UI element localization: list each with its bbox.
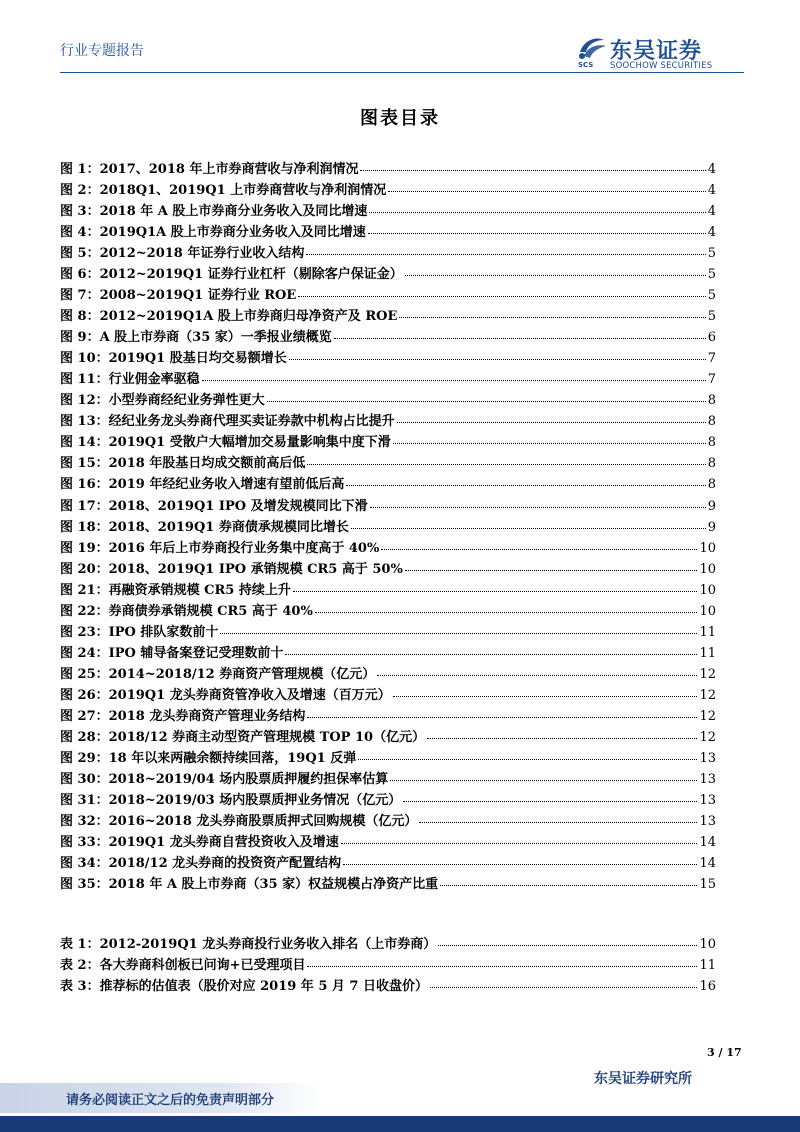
toc-entry-label: 图 10：2019Q1 股基日均交易额增长	[60, 351, 287, 367]
toc-entry-figure[interactable]	[60, 684, 716, 705]
toc-entry-table[interactable]	[60, 933, 716, 954]
toc-entry-page: 9	[707, 519, 716, 535]
toc-entry-label: 图 12：小型券商经纪业务弹性更大	[60, 393, 265, 409]
toc-entry-page: 13	[699, 813, 716, 829]
toc-entry-page: 8	[707, 456, 716, 472]
toc-entry-page: 13	[699, 750, 716, 766]
toc-entry-page: 13	[699, 771, 716, 787]
toc-leader-dots	[315, 612, 698, 613]
toc-entry-figure[interactable]	[60, 158, 716, 179]
toc-entry-figure[interactable]	[60, 873, 716, 894]
table-list	[60, 933, 716, 996]
toc-entry-figure[interactable]	[60, 831, 716, 852]
toc-entry-label: 图 4：2019Q1A 股上市券商分业务收入及同比增速	[60, 225, 366, 241]
toc-entry-figure[interactable]	[60, 410, 716, 431]
toc-entry-figure[interactable]	[60, 726, 716, 747]
toc-entry-page: 5	[707, 288, 716, 304]
toc-leader-dots	[377, 675, 697, 676]
toc-entry-label: 图 25：2014~2018/12 券商资产管理规模（亿元）	[60, 666, 376, 682]
toc-entry-figure[interactable]	[60, 326, 716, 347]
toc-leader-dots	[381, 549, 697, 550]
toc-leader-dots	[307, 717, 697, 718]
toc-leader-dots	[399, 317, 705, 318]
toc-entry-figure[interactable]	[60, 558, 716, 579]
company-logo	[574, 34, 746, 74]
toc-leader-dots	[427, 738, 697, 739]
toc-leader-dots	[202, 380, 706, 381]
report-type-label: 行业专题报告	[60, 43, 144, 59]
toc-entry-page: 8	[707, 393, 716, 409]
toc-entry-figure[interactable]	[60, 852, 716, 873]
disclaimer-note: 请务必阅读正文之后的免责声明部分	[66, 1093, 275, 1108]
toc-entry-figure[interactable]	[60, 368, 716, 389]
toc-entry-label: 图 16：2019 年经纪业务收入增速有望前低后高	[60, 477, 345, 493]
toc-entry-figure[interactable]	[60, 537, 716, 558]
toc-entry-figure[interactable]	[60, 452, 716, 473]
logo-abbr: SCS	[578, 61, 594, 69]
toc-leader-dots	[430, 987, 697, 988]
toc-entry-label: 图 13：经纪业务龙头券商代理买卖证券款中机构占比提升	[60, 414, 395, 430]
toc-entry-figure[interactable]	[60, 705, 716, 726]
toc-entry-figure[interactable]	[60, 495, 716, 516]
toc-entry-figure[interactable]	[60, 600, 716, 621]
toc-leader-dots	[267, 401, 706, 402]
logo-name-en: SOOCHOW SECURITIES	[610, 61, 713, 71]
toc-entry-label: 图 24：IPO 辅导备案登记受理数前十	[60, 645, 284, 661]
toc-entry-page: 11	[699, 645, 716, 661]
toc-entry-label: 表 3：推荐标的估值表（股价对应 2019 年 5 月 7 日收盘价）	[60, 979, 428, 995]
toc-leader-dots	[307, 966, 697, 967]
toc-entry-page: 10	[699, 582, 716, 598]
toc-entry-label: 图 7：2008~2019Q1 证券行业 ROE	[60, 288, 297, 304]
scs-logo-icon	[576, 34, 608, 62]
toc-entry-table[interactable]	[60, 954, 716, 975]
toc-entry-label: 图 15：2018 年股基日均成交额前高后低	[60, 456, 306, 472]
toc-entry-label: 图 14：2019Q1 受散户大幅增加交易量影响集中度下滑	[60, 435, 391, 451]
toc-entry-label: 图 22：券商债券承销规模 CR5 高于 40%	[60, 603, 313, 619]
page-title: 图表目录	[360, 108, 440, 129]
toc-entry-page: 7	[707, 372, 716, 388]
logo-name-cn: 东吴证券	[610, 39, 703, 64]
toc-entry-figure[interactable]	[60, 179, 716, 200]
toc-entry-label: 图 34：2018/12 龙头券商的投资资产配置结构	[60, 856, 342, 872]
toc-entry-page: 5	[707, 246, 716, 262]
toc-entry-page: 4	[707, 162, 716, 177]
toc-entry-page: 11	[699, 624, 716, 640]
toc-leader-dots	[388, 191, 706, 192]
toc-entry-figure[interactable]	[60, 473, 716, 494]
toc-leader-dots	[289, 359, 706, 360]
toc-leader-dots	[393, 696, 698, 697]
toc-entry-figure[interactable]	[60, 200, 716, 221]
toc-entry-page: 10	[699, 540, 716, 556]
toc-entry-label: 图 1：2017、2018 年上市券商营收与净利润情况	[60, 162, 359, 177]
toc-entry-label: 图 8：2012~2019Q1A 股上市券商归母净资产及 ROE	[60, 309, 398, 325]
toc-leader-dots	[351, 528, 706, 529]
toc-entry-label: 图 6：2012~2019Q1 证券行业杠杆（剔除客户保证金）	[60, 267, 403, 283]
toc-entry-label: 图 2：2018Q1、2019Q1 上市券商营收与净利润情况	[60, 183, 387, 199]
toc-entry-page: 12	[699, 666, 716, 682]
toc-entry-page: 8	[707, 477, 716, 493]
toc-entry-page: 4	[707, 204, 716, 220]
toc-leader-dots	[293, 591, 698, 592]
toc-entry-figure[interactable]	[60, 347, 716, 368]
toc-entry-label: 图 33：2019Q1 龙头券商自营投资收入及增速	[60, 835, 339, 850]
toc-entry-page: 8	[707, 435, 716, 451]
toc-entry-table[interactable]	[60, 975, 716, 996]
toc-entry-page: 7	[707, 351, 716, 367]
toc-entry-label: 图 29：18 年以来两融余额持续回落，19Q1 反弹	[60, 750, 357, 766]
toc-entry-page: 14	[699, 835, 716, 850]
toc-entry-page: 10	[699, 937, 716, 952]
toc-entry-label: 图 11：行业佣金率驱稳	[60, 372, 200, 388]
toc-entry-page: 8	[707, 414, 716, 430]
toc-entry-figure[interactable]	[60, 431, 716, 452]
toc-leader-dots	[334, 338, 706, 339]
toc-leader-dots	[440, 885, 697, 886]
page-number: 3 / 17	[707, 1046, 742, 1059]
toc-entry-label: 图 3：2018 年 A 股上市券商分业务收入及同比增速	[60, 204, 368, 220]
toc-leader-dots	[346, 485, 705, 486]
toc-entry-figure[interactable]	[60, 263, 716, 284]
toc-entry-label: 图 9：A 股上市券商（35 家）一季报业绩概览	[60, 330, 332, 346]
toc-leader-dots	[438, 945, 697, 946]
toc-entry-page: 15	[699, 877, 716, 893]
toc-entry-label: 图 32：2016~2018 龙头券商股票质押式回购规模（亿元）	[60, 813, 418, 829]
toc-entry-figure[interactable]	[60, 389, 716, 410]
toc-leader-dots	[360, 170, 705, 171]
header-divider	[60, 72, 744, 73]
toc-entry-label: 图 20：2018、2019Q1 IPO 承销规模 CR5 高于 50%	[60, 561, 403, 577]
toc-leader-dots	[393, 443, 706, 444]
toc-entry-page: 5	[707, 309, 716, 325]
toc-entry-figure[interactable]	[60, 621, 716, 642]
toc-entry-page: 16	[699, 979, 716, 995]
toc-leader-dots	[298, 296, 705, 297]
toc-entry-figure[interactable]	[60, 642, 716, 663]
toc-entry-label: 图 17：2018、2019Q1 IPO 及增发规模同比下滑	[60, 498, 368, 514]
toc-entry-figure[interactable]	[60, 579, 716, 600]
toc-leader-dots	[306, 254, 705, 255]
toc-entry-label: 图 30：2018~2019/04 场内股票质押履约担保率估算	[60, 771, 389, 787]
toc-entry-label: 图 5：2012~2018 年证券行业收入结构	[60, 246, 305, 262]
figure-list	[60, 158, 716, 894]
toc-entry-label: 表 1：2012-2019Q1 龙头券商投行业务收入排名（上市券商）	[60, 937, 437, 952]
toc-entry-label: 图 19：2016 年后上市券商投行业务集中度高于 40%	[60, 540, 380, 556]
toc-entry-page: 10	[699, 561, 716, 577]
toc-entry-page: 10	[699, 603, 716, 619]
toc-leader-dots	[405, 570, 698, 571]
toc-entry-figure[interactable]	[60, 768, 716, 789]
toc-entry-figure[interactable]	[60, 221, 716, 242]
toc-entry-page: 12	[699, 687, 716, 703]
toc-entry-figure[interactable]	[60, 305, 716, 326]
toc-leader-dots	[390, 780, 697, 781]
toc-leader-dots	[368, 233, 706, 234]
toc-leader-dots	[419, 822, 697, 823]
toc-entry-figure[interactable]	[60, 747, 716, 768]
toc-entry-label: 图 18：2018、2019Q1 券商债承规模同比增长	[60, 519, 349, 535]
toc-entry-label: 图 26：2019Q1 龙头券商资管净收入及增速（百万元）	[60, 687, 391, 703]
toc-entry-figure[interactable]	[60, 242, 716, 263]
toc-entry-page: 9	[707, 498, 716, 514]
toc-leader-dots	[405, 275, 706, 276]
toc-leader-dots	[285, 654, 697, 655]
toc-leader-dots	[220, 633, 697, 634]
toc-entry-label: 图 27：2018 龙头券商资产管理业务结构	[60, 708, 306, 724]
toc-entry-page: 13	[699, 792, 716, 808]
toc-entry-label: 表 2：各大券商科创板已问询+已受理项目	[60, 958, 306, 974]
toc-entry-figure[interactable]	[60, 516, 716, 537]
research-institute: 东吴证券研究所	[594, 1071, 692, 1087]
toc-entry-page: 5	[707, 267, 716, 283]
toc-entry-page: 4	[707, 225, 716, 241]
footer-bar	[0, 1116, 800, 1132]
toc-entry-page: 12	[699, 729, 716, 745]
toc-entry-figure[interactable]	[60, 810, 716, 831]
toc-entry-label: 图 21：再融资承销规模 CR5 持续上升	[60, 582, 291, 598]
toc-entry-figure[interactable]	[60, 284, 716, 305]
toc-entry-label: 图 35：2018 年 A 股上市券商（35 家）权益规模占净资产比重	[60, 877, 439, 893]
toc-entry-figure[interactable]	[60, 789, 716, 810]
toc-entry-page: 11	[699, 958, 716, 974]
toc-leader-dots	[343, 864, 697, 865]
toc-entry-figure[interactable]	[60, 663, 716, 684]
toc-entry-page: 12	[699, 708, 716, 724]
toc-leader-dots	[397, 422, 706, 423]
toc-leader-dots	[369, 212, 705, 213]
toc-leader-dots	[307, 464, 705, 465]
toc-leader-dots	[341, 843, 698, 844]
toc-entry-label: 图 31：2018~2019/03 场内股票质押业务情况（亿元）	[60, 792, 402, 808]
toc-entry-page: 6	[707, 330, 716, 346]
toc-leader-dots	[358, 759, 697, 760]
toc-leader-dots	[403, 801, 697, 802]
toc-entry-label: 图 23：IPO 排队家数前十	[60, 624, 219, 640]
toc-leader-dots	[370, 507, 706, 508]
toc-entry-page: 4	[707, 183, 716, 199]
toc-entry-page: 14	[699, 856, 716, 872]
toc-entry-label: 图 28：2018/12 券商主动型资产管理规模 TOP 10（亿元）	[60, 729, 426, 745]
